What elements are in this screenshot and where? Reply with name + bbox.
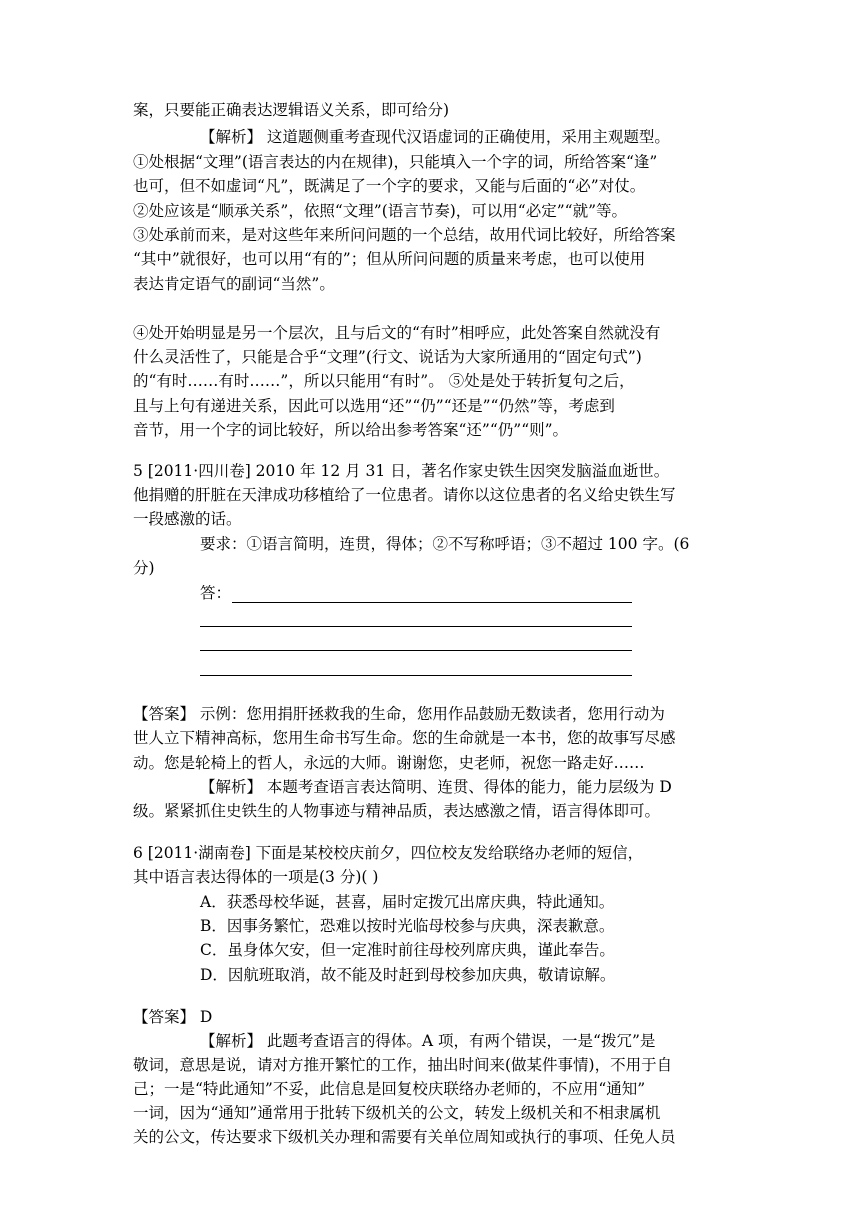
text-line: 案，只要能正确表达逻辑语义关系，即可给分) (133, 101, 450, 119)
text-line: 一段感激的话。 (133, 510, 242, 528)
answer-heading-line: 【答案】 示例：您用捐肝拯救我的生命，您用作品鼓励无数读者，您用行动为 (133, 705, 665, 723)
analysis-heading-line: 【解析】 本题考查语言表达简明、连贯、得体的能力，能力层级为 D (200, 778, 672, 796)
answer-blank-line (200, 626, 632, 627)
text-line: ④处开始明显是另一个层次，且与后文的“有时”相呼应，此处答案自然就没有 (133, 324, 661, 342)
analysis-heading-line: 【解析】 这道题侧重考查现代汉语虚词的正确使用，采用主观题型。 (200, 128, 670, 146)
text-line: ③处承前而来，是对这些年来所问问题的一个总结，故用代词比较好，所给答案 (133, 226, 676, 244)
text-line: ②处应该是“顺承关系”，依照“文理”(语言节奏)，可以用“必定”“就”等。 (133, 202, 627, 220)
text-line: 敬词，意思是说，请对方推开繁忙的工作，抽出时间来(做某件事情)，不用于自 (133, 1056, 673, 1074)
text-line: 分) (133, 559, 155, 577)
text-line: 世人立下精神高标，您用生命书写生命。您的生命就是一本书，您的故事写尽感 (133, 729, 676, 747)
text-line: 表达肯定语气的副词“当然”。 (133, 275, 335, 293)
text-line: 音节，用一个字的词比较好，所以给出参考答案“还”“仍”“则”。 (133, 421, 569, 439)
analysis-heading-line: 【解析】 此题考查语言的得体。A 项，有两个错误，一是“拨冗”是 (200, 1032, 656, 1050)
answer-heading-line: 【答案】 D (133, 1008, 213, 1026)
answer-label: 答： (200, 584, 232, 602)
text-line: 关的公文，传达要求下级机关办理和需要有关单位周知或执行的事项、任免人员 (133, 1128, 676, 1146)
question-6-heading: 6 [2011·湖南卷] 下面是某校校庆前夕，四位校友发给联络办老师的短信， (133, 844, 644, 862)
question-5-heading: 5 [2011·四川卷] 2010 年 12 月 31 日，著名作家史铁生因突发脑溢血逝世。 (133, 462, 670, 480)
option-c: C．虽身体欠安，但一定准时前往母校列席庆典，谨此奉告。 (200, 941, 615, 959)
text-line: 他捐赠的肝脏在天津成功移植给了一位患者。请你以这位患者的名义给史铁生写 (133, 486, 676, 504)
answer-blank-line (200, 675, 632, 676)
option-a: A．获悉母校华诞，甚喜，届时定拨冗出席庆典，特此通知。 (200, 893, 615, 911)
option-b: B．因事务繁忙，恐难以按时光临母校参与庆典，深表歉意。 (200, 917, 615, 935)
text-line: 级。紧紧抓住史铁生的人物事迹与精神品质，表达感激之情，语言得体即可。 (133, 802, 661, 820)
option-d: D．因航班取消，故不能及时赶到母校参加庆典，敬请谅解。 (200, 966, 616, 984)
answer-blank-line (200, 650, 632, 651)
text-line: 动。您是轮椅上的哲人，永远的大师。谢谢您，史老师，祝您一路走好…… (133, 754, 645, 772)
text-line: 己；一是“特此通知”不妥，此信息是回复校庆联络办老师的，不应用“通知” (133, 1080, 646, 1098)
answer-blank-line (232, 602, 632, 603)
text-line: 一词，因为“通知”通常用于批转下级机关的公文，转发上级机关和不相隶属机 (133, 1104, 661, 1122)
text-line: 的“有时……有时……”，所以只能用“有时”。 ⑤处是处于转折复句之后， (133, 372, 635, 390)
text-line: 什么灵活性了，只能是合乎“文理”(行文、说话为大家所通用的“固定句式”) (133, 348, 642, 366)
text-line: 其中语言表达得体的一项是(3 分)( ) (133, 868, 379, 886)
text-line: ①处根据“文理”(语言表达的内在规律)，只能填入一个字的词，所给答案“逢” (133, 153, 658, 171)
requirements-line: 要求：①语言简明，连贯，得体；②不写称呼语；③不超过 100 字。(6 (200, 535, 690, 553)
text-line: 也可，但不如虚词“凡”，既满足了一个字的要求，又能与后面的“必”对仗。 (133, 177, 646, 195)
text-line: “其中”就很好，也可以用“有的”；但从所问问题的质量来考虑，也可以使用 (133, 250, 646, 268)
text-line: 且与上句有递进关系，因此可以选用“还”“仍”“还是”“仍然”等，考虑到 (133, 397, 615, 415)
